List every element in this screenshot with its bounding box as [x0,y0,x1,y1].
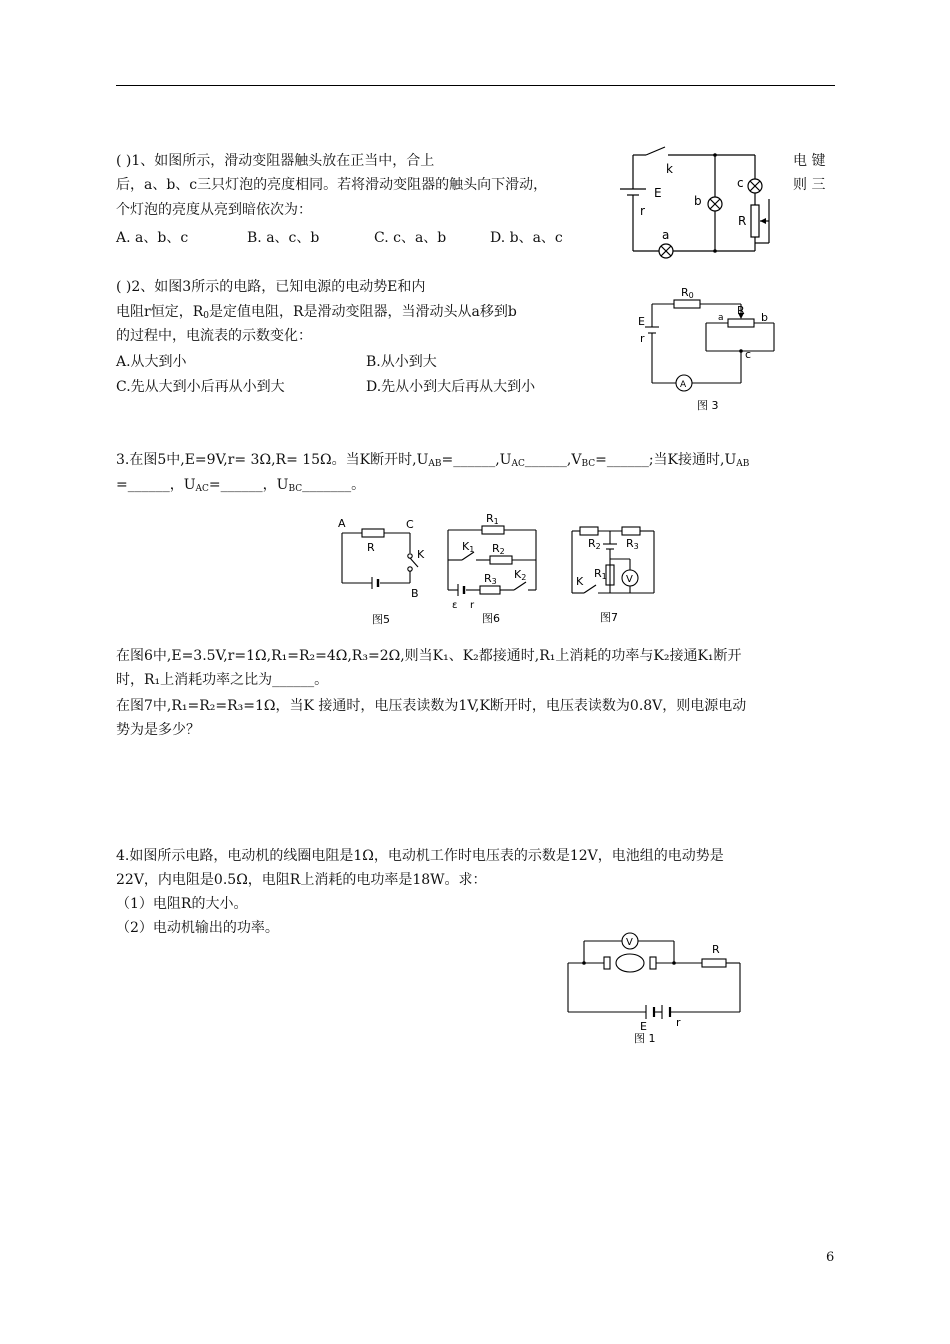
q4-line-2: 22V，内电阻是0.5Ω，电阻R上消耗的电功率是18W。求： [116,872,487,888]
fig7-R1: R1 [594,567,607,581]
q3-circuit-figure-7 [566,517,661,627]
fig7-K: K [576,575,584,588]
fig3-b: b [761,311,768,324]
fig6-emf: ε [452,600,458,611]
q1-line-2: 后，a、b、c三只灯泡的亮度相同。若将滑动变阻器的触头向下滑动， [116,177,548,193]
fig3-a: a [718,313,724,323]
q3-l2-a: =______，U [116,477,196,493]
q1-line-2-right: 则 三 [793,177,826,193]
q2-line-2 [116,302,517,326]
q4-line-3: （1）电阻R的大小。 [116,896,248,912]
q3-fig6-line-1: 在图6中,E=3.5V,r=1Ω,R₁=R₂=4Ω,R₃=2Ω,则当K₁、K₂都接通时,R₁上消耗的功率与K₂接通K₁断开 [116,648,742,664]
fig3-r: r [640,332,645,345]
fig6-r: r [470,600,475,611]
q2-line-2-a: 电阻r恒定，R [116,304,204,320]
fig7-R2: R2 [588,537,601,551]
q2-line-1: ( )2、如图3所示的电路，已知电源的电动势E和内 [116,279,426,295]
q2-option-a: A.从大到小 [116,354,187,370]
q1-fig-c: c [737,176,744,190]
q1-fig-E: E [654,186,662,200]
q1-option-b: B. a、c、b [247,230,320,246]
fig7-R3: R3 [626,537,639,551]
q3-fig7-line-1: 在图7中,R₁=R₂=R₃=1Ω，当K 接通时，电压表读数为1V,K断开时，电压表读数为0.8V，则电源电动 [116,698,747,714]
q2-line-3: 的过程中，电流表的示数变化： [116,328,312,344]
fig1-caption: 图 1 [634,1032,656,1045]
q3-l1-b: =______,U [441,452,512,468]
q3-l1-c: ______,V [524,452,582,468]
q3-l2-s2: BC [288,484,303,494]
q1-line-1: ( )1、如图所示，滑动变阻器触头放在正当中，合上 [116,153,435,169]
fig6-K1: K1 [462,540,475,554]
q2-option-d: D.先从小到大后再从大到小 [366,379,536,395]
fig7-caption: 图7 [600,611,618,624]
q3-circuit-figure-6 [442,512,542,627]
q3-l1-s3: BC [581,459,596,469]
fig6-R3: R3 [484,572,497,586]
q1-fig-a: a [662,228,670,242]
q1-fig-b: b [694,194,702,208]
fig5-C: C [406,518,414,531]
q3-line-2 [116,475,365,499]
fig6-R2: R2 [492,542,505,556]
fig3-c: c [745,348,752,361]
fig6-caption: 图6 [482,612,500,625]
q2-option-c: C.先从大到小后再从小到大 [116,379,285,395]
q1-option-d: D. b、a、c [490,230,563,246]
q3-l2-s1: AC [195,484,209,494]
fig3-E: E [638,315,645,328]
fig5-K: K [417,548,425,561]
q3-line-1 [116,450,749,474]
q1-fig-R: R [738,214,747,228]
fig6-K2: K2 [514,568,527,582]
fig6-R1: R1 [486,512,499,526]
fig1-voltmeter: V [626,937,633,948]
q2-option-b: B.从小到大 [366,354,437,370]
q3-circuit-figure-5 [334,517,424,627]
header-rule [116,85,835,86]
q3-fig6-line-2: 时，R₁上消耗功率之比为______。 [116,672,329,688]
fig3-caption: 图 3 [697,399,719,412]
fig5-B: B [411,587,419,600]
fig1-R: R [712,943,720,956]
fig3-ammeter: A [680,380,687,390]
fig7-voltmeter: V [626,574,633,585]
q1-option-a: A. a、b、c [116,230,189,246]
q2-line-2-sub: 0 [203,311,209,321]
q3-l1-d: =______;当K接通时,U [595,452,737,468]
q4-circuit-figure-1 [562,928,752,1048]
fig3-R0: R0 [681,286,694,300]
q1-fig-k: k [666,162,673,176]
q1-option-c: C. c、a、b [374,230,447,246]
fig1-E: E [640,1020,647,1033]
q3-l1-s1: AB [428,459,442,469]
q1-circuit-figure [610,145,790,270]
fig5-A: A [338,517,346,530]
fig5-caption: 图5 [372,613,390,626]
fig1-r: r [676,1016,681,1029]
q2-circuit-figure-3 [634,283,784,413]
q1-fig-r: r [640,204,645,218]
q3-l2-c: _______。 [302,477,366,493]
q3-l1-a: 3.在图5中,E=9V,r= 3Ω,R= 15Ω。当K断开时,U [116,452,429,468]
q3-l1-s2: AC [511,459,525,469]
q3-fig7-line-2: 势为是多少？ [116,722,200,738]
fig5-R: R [367,541,375,554]
q3-l1-s4: AB [736,459,750,469]
q2-line-2-b: 是定值电阻，R是滑动变阻器，当滑动头从a移到b [208,304,517,320]
q1-line-1-right: 电 键 [793,153,826,169]
q4-line-1: 4.如图所示电路，电动机的线圈电阻是1Ω，电动机工作时电压表的示数是12V，电池组的电动势是 [116,848,724,864]
fig3-R: R [737,304,745,317]
q4-line-4: （2）电动机输出的功率。 [116,920,279,936]
q3-l2-b: =______，U [208,477,289,493]
q1-line-3: 个灯泡的亮度从亮到暗依次为： [116,202,312,218]
page-number: 6 [826,1250,835,1265]
